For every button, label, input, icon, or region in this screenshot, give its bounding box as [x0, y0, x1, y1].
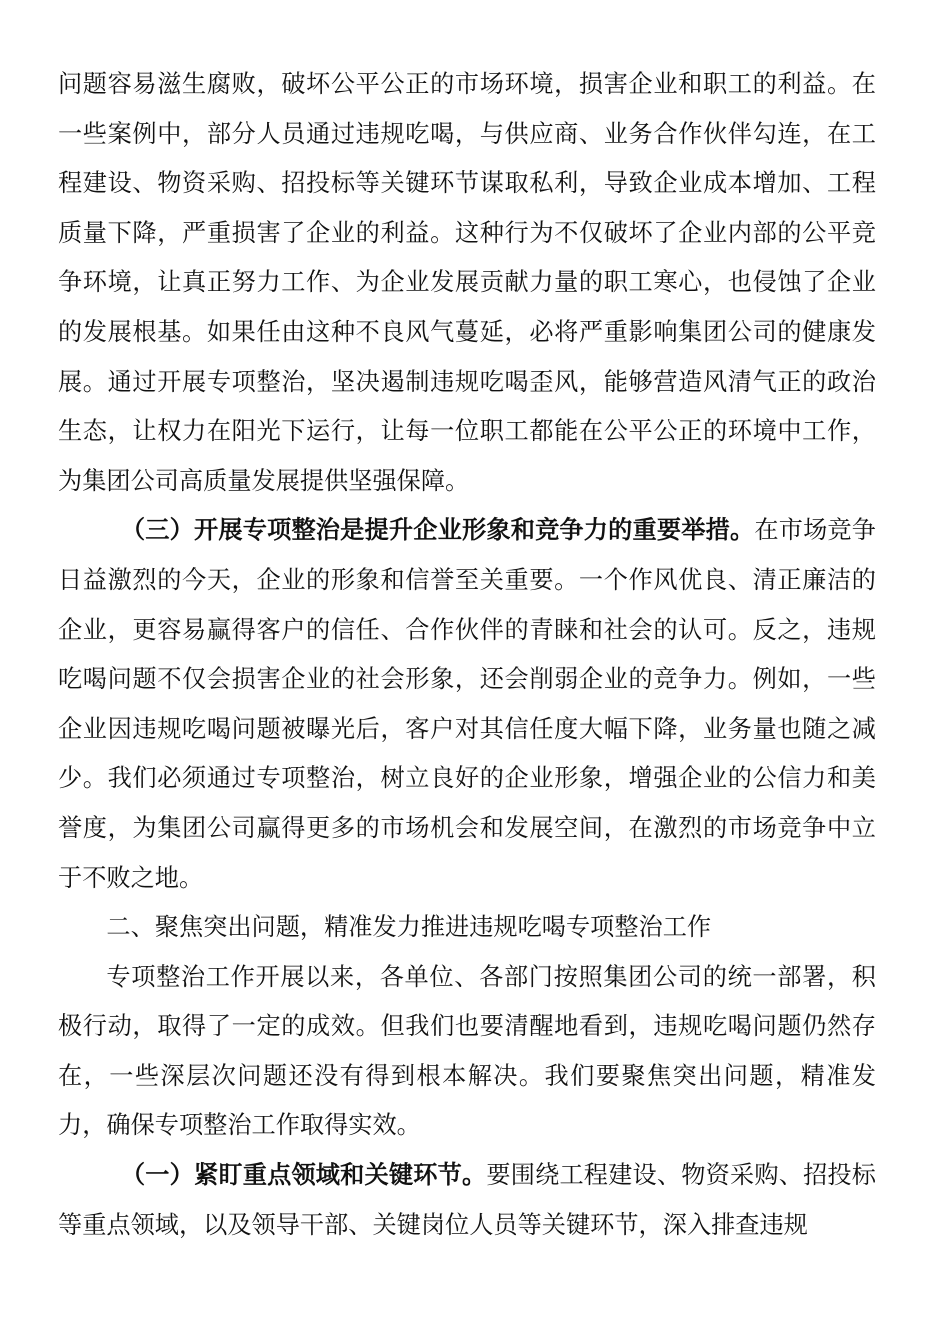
- body-paragraph-intro: [58, 953, 876, 1151]
- section-heading-two: [58, 903, 876, 953]
- paragraph-text: 专项整治工作开展以来，各单位、各部门按照集团公司的统一部署，积极行动，取得了一定的成效。但我们也要清醒地看到，违规吃喝问题仍然存在，一些深层次问题还没有得到根本解决。我们要聚焦突出问题，精准发力，确保专项整治工作取得实效。: [58, 962, 876, 1140]
- subsection-heading: （三）开展专项整治是提升企业形象和竞争力的重要举措。: [120, 516, 755, 545]
- paragraph-text: 问题容易滋生腐败，破坏公平公正的市场环境，损害企业和职工的利益。在一些案例中，部分人员通过违规吃喝，与供应商、业务合作伙伴勾连，在工程建设、物资采购、招投标等关键环节谋取私利，导致企业成本增加、工程质量下降，严重损害了企业的利益。这种行为不仅破坏了企业内部的公平竞争环境，让真正努力工作、为企业发展贡献力量的职工寒心，也侵蚀了企业的发展根基。如果任由这种不良风气蔓延，必将严重影响集团公司的健康发展。通过开展专项整治，坚决遏制违规吃喝歪风，能够营造风清气正的政治生态，让权力在阳光下运行，让每一位职工都能在公平公正的环境中工作，为集团公司高质量发展提供坚强保障。: [58, 70, 876, 495]
- paragraph-text: 在市场竞争日益激烈的今天，企业的形象和信誉至关重要。一个作风优良、清正廉洁的企业，更容易赢得客户的信任、合作伙伴的青睐和社会的认可。反之，违规吃喝问题不仅会损害企业的社会形象，还会削弱企业的竞争力。例如，一些企业因违规吃喝问题被曝光后，客户对其信任度大幅下降，业务量也随之减少。我们必须通过专项整治，树立良好的企业形象，增强企业的公信力和美誉度，为集团公司赢得更多的市场机会和发展空间，在激烈的市场竞争中立于不败之地。: [58, 516, 876, 892]
- subsection-heading: （一）紧盯重点领域和关键环节。: [120, 1161, 487, 1190]
- subsection-paragraph-three: [58, 506, 876, 903]
- subsection-paragraph-one: [58, 1151, 876, 1250]
- body-paragraph-continuation: [58, 60, 876, 506]
- paragraph-text: 要围绕工程建设、物资采购、招投标等重点领域，以及领导干部、关键岗位人员等关键环节，深入排查违规: [58, 1161, 876, 1239]
- section-heading-text: 二、聚焦突出问题，精准发力推进违规吃喝专项整治工作: [106, 913, 712, 942]
